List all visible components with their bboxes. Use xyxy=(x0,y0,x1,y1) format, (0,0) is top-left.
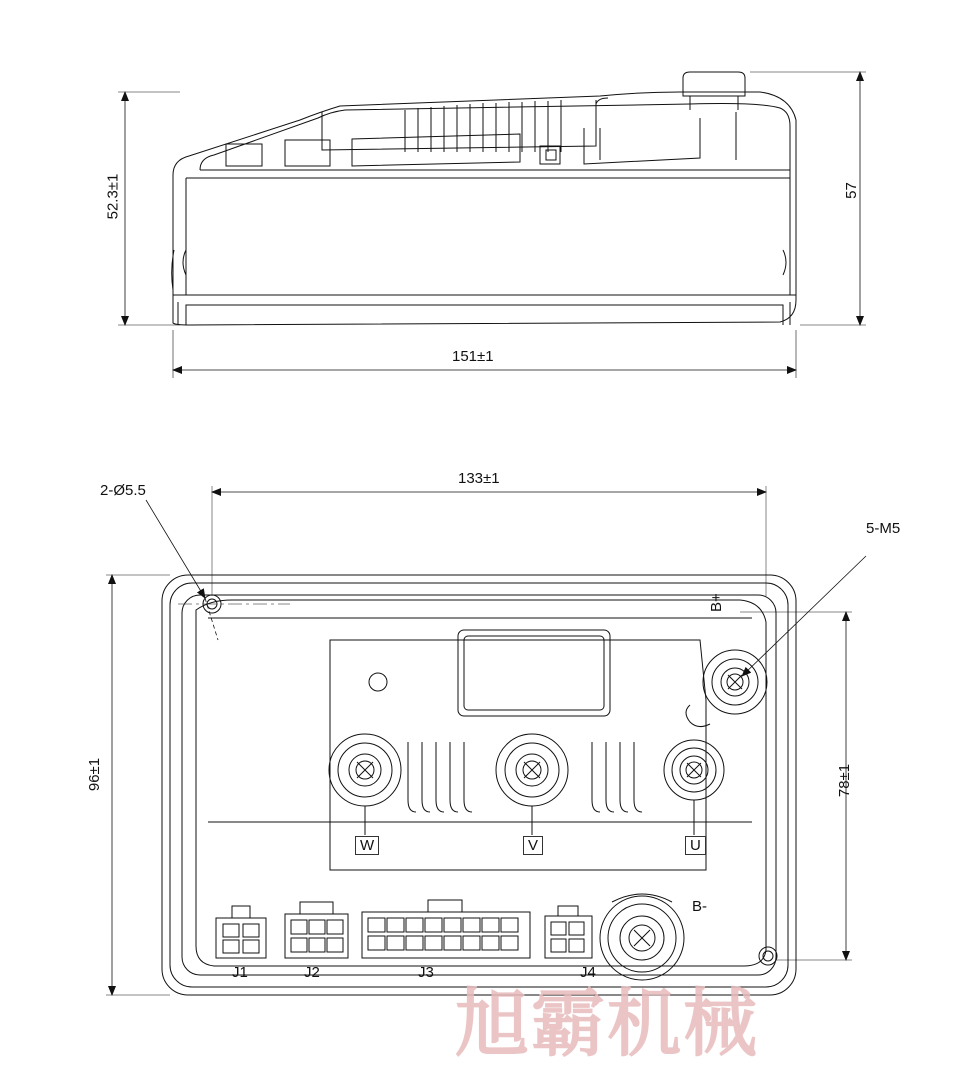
dim-label-length-151: 151±1 xyxy=(452,348,494,365)
plan-view-outline xyxy=(162,575,796,995)
dim-label-height-523: 52.3±1 xyxy=(104,173,122,220)
callout-terminal-screws: 5-M5 xyxy=(866,520,901,537)
dim-width-133 xyxy=(212,486,766,596)
terminal-label-b-minus: B- xyxy=(692,898,707,915)
dim-height-523 xyxy=(118,92,180,325)
terminal-label-u: U xyxy=(685,836,706,855)
terminal-label-b-plus: B+ xyxy=(708,593,725,612)
side-elevation-outline xyxy=(172,72,796,325)
terminal-label-v: V xyxy=(523,836,543,855)
callout-mounting-holes: 2-Ø5.5 xyxy=(100,482,146,499)
connector-label-j3: J3 xyxy=(418,964,434,981)
terminal-label-w: W xyxy=(355,836,379,855)
connector-label-j1: J1 xyxy=(232,964,248,981)
connector-label-j4: J4 xyxy=(580,964,596,981)
leader-terminal-screws xyxy=(742,556,866,676)
dim-label-height-96: 96±1 xyxy=(86,757,104,792)
watermark-text: 旭霸机械 xyxy=(455,981,759,1067)
dim-label-height-57: 57 xyxy=(842,182,860,199)
connector-label-j2: J2 xyxy=(304,964,320,981)
dim-label-width-133: 133±1 xyxy=(458,470,500,487)
dim-height-96 xyxy=(106,575,170,995)
dim-label-height-78: 78±1 xyxy=(836,763,854,798)
